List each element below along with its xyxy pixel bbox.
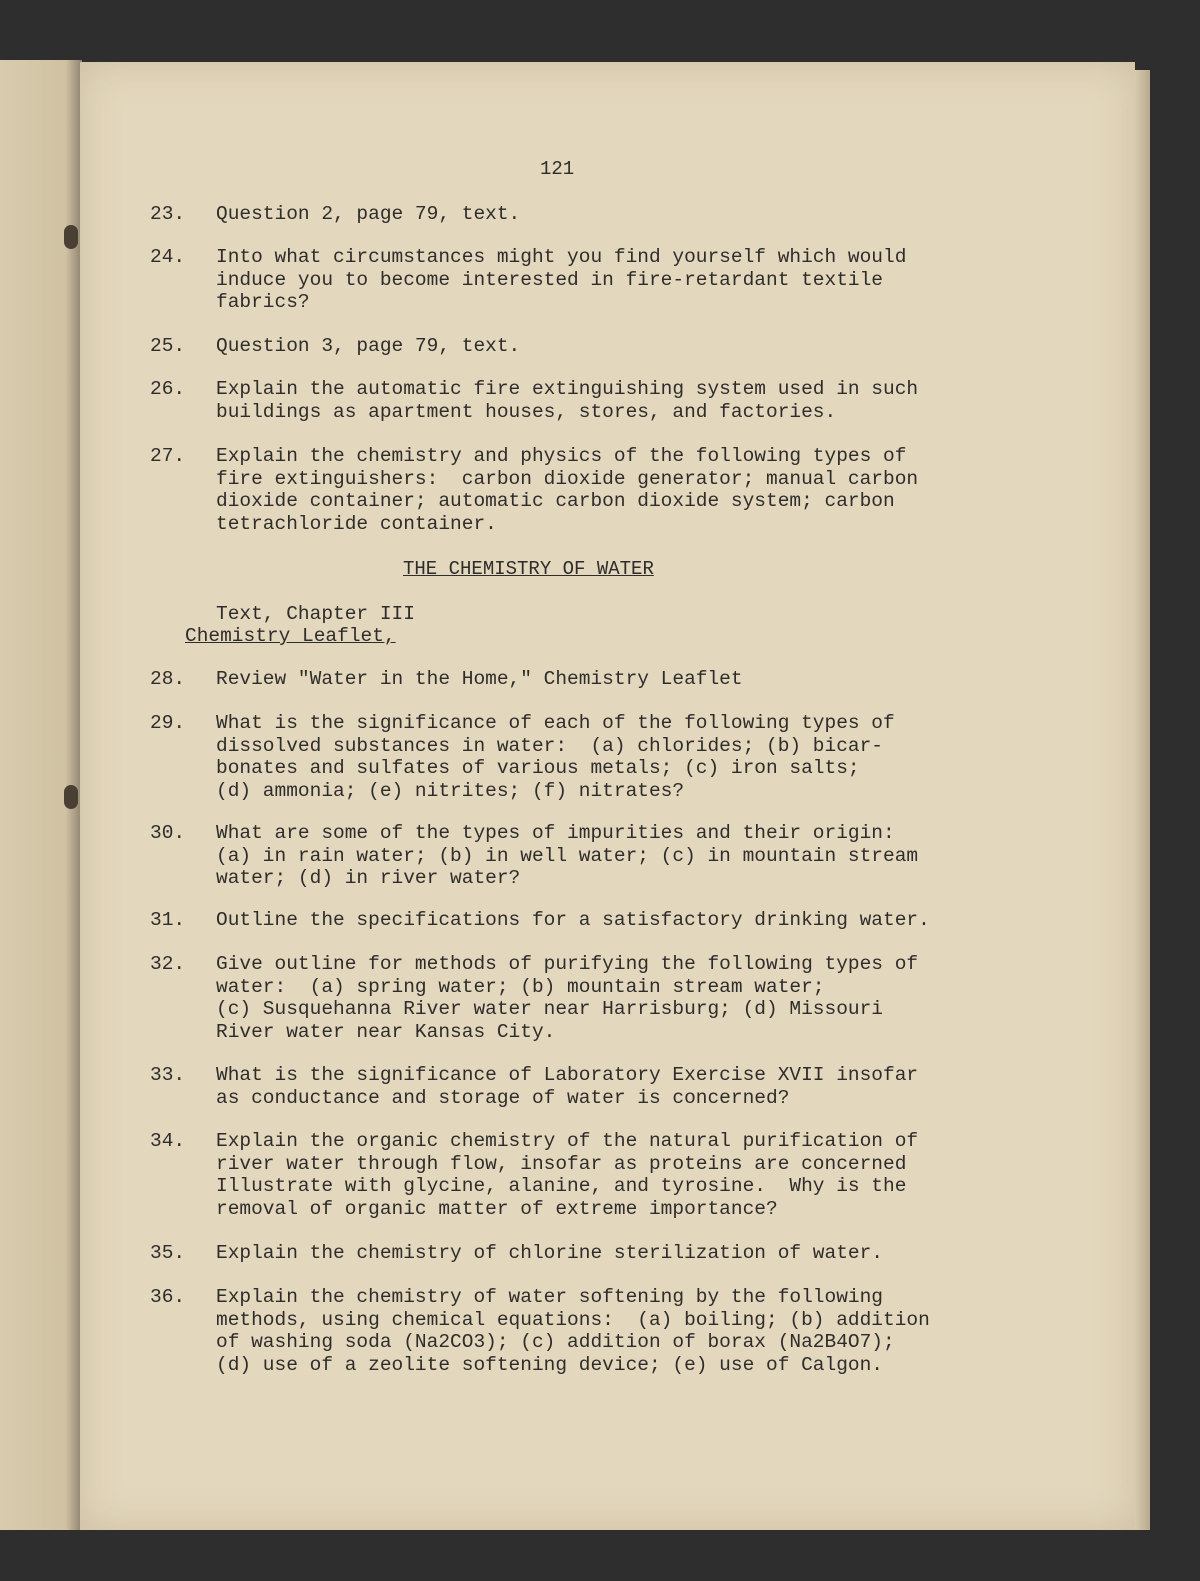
question-line: fabrics? <box>216 291 310 313</box>
question-line: water: (a) spring water; (b) mountain stream water; <box>216 975 825 998</box>
question-line: removal of organic matter of extreme importance? <box>216 1197 778 1220</box>
question-line: Outline the specifications for a satisfactory drinking water. <box>216 909 930 931</box>
question-number: 30. <box>150 822 186 844</box>
question-number: 27. <box>150 445 186 467</box>
question-line: Illustrate with glycine, alanine, and tyrosine. Why is the <box>216 1175 907 1197</box>
question-line: Explain the chemistry of chlorine sterilization of water. <box>216 1242 884 1264</box>
question-line: (d) ammonia; (e) nitrites; (f) nitrates? <box>216 779 685 802</box>
question-line: tetrachloride container. <box>216 512 497 535</box>
question-line: Into what circumstances might you find yourself which would <box>216 246 907 268</box>
question-line: Review "Water in the Home," Chemistry Leaflet <box>216 668 743 690</box>
binding-hole <box>64 785 78 809</box>
reference-leaflet: Chemistry Leaflet, <box>185 625 396 647</box>
question-line: as conductance and storage of water is concerned? <box>216 1086 790 1109</box>
question-number: 24. <box>150 246 186 268</box>
question-line: What is the significance of each of the following types of <box>216 712 895 734</box>
question-number: 25. <box>150 335 186 357</box>
question-line: bonates and sulfates of various metals; (c) iron salts; <box>216 757 860 779</box>
question-line: Question 3, page 79, text. <box>216 335 521 357</box>
question-line: Question 2, page 79, text. <box>216 203 521 225</box>
question-line: Explain the chemistry of water softening by the following <box>216 1286 884 1308</box>
question-line: methods, using chemical equations: (a) boiling; (b) addition <box>216 1308 930 1331</box>
question-line: Explain the automatic fire extinguishing system used in such <box>216 378 919 400</box>
question-line: dioxide container; automatic carbon dioxide system; carbon <box>216 490 895 512</box>
question-line: River water near Kansas City. <box>216 1020 556 1043</box>
question-line: (c) Susquehanna River water near Harrisburg; (d) Missouri <box>216 998 884 1020</box>
question-number: 29. <box>150 712 186 734</box>
question-number: 34. <box>150 1130 186 1152</box>
question-number: 23. <box>150 203 186 225</box>
question-number: 31. <box>150 909 186 931</box>
question-line: buildings as apartment houses, stores, and factories. <box>216 400 837 423</box>
question-line: river water through flow, insofar as proteins are concerned <box>216 1152 907 1175</box>
question-line: What are some of the types of impurities and their origin: <box>216 822 895 844</box>
question-number: 28. <box>150 668 186 690</box>
question-line: of washing soda (Na2CO3); (c) addition of borax (Na2B4O7); <box>216 1331 895 1353</box>
section-heading: THE CHEMISTRY OF WATER <box>403 558 654 580</box>
question-line: Explain the organic chemistry of the natural purification of <box>216 1130 919 1152</box>
question-number: 32. <box>150 953 186 975</box>
reference-text: Text, Chapter III <box>216 603 415 625</box>
binding-hole <box>64 225 78 249</box>
question-line: fire extinguishers: carbon dioxide generator; manual carbon <box>216 467 919 490</box>
question-line: What is the significance of Laboratory Exercise XVII insofar <box>216 1064 919 1086</box>
question-line: induce you to become interested in fire-retardant textile <box>216 268 884 291</box>
question-line: Explain the chemistry and physics of the following types of <box>216 445 907 467</box>
page-number: 121 <box>540 158 575 180</box>
question-line: water; (d) in river water? <box>216 867 521 889</box>
question-number: 26. <box>150 378 186 400</box>
question-line: (a) in rain water; (b) in well water; (c) in mountain stream <box>216 844 919 867</box>
question-number: 33. <box>150 1064 186 1086</box>
question-line: (d) use of a zeolite softening device; (e) use of Calgon. <box>216 1353 884 1376</box>
question-number: 36. <box>150 1286 186 1308</box>
question-line: Give outline for methods of purifying the following types of <box>216 953 919 975</box>
question-number: 35. <box>150 1242 186 1264</box>
question-line: dissolved substances in water: (a) chlorides; (b) bicar- <box>216 734 884 757</box>
